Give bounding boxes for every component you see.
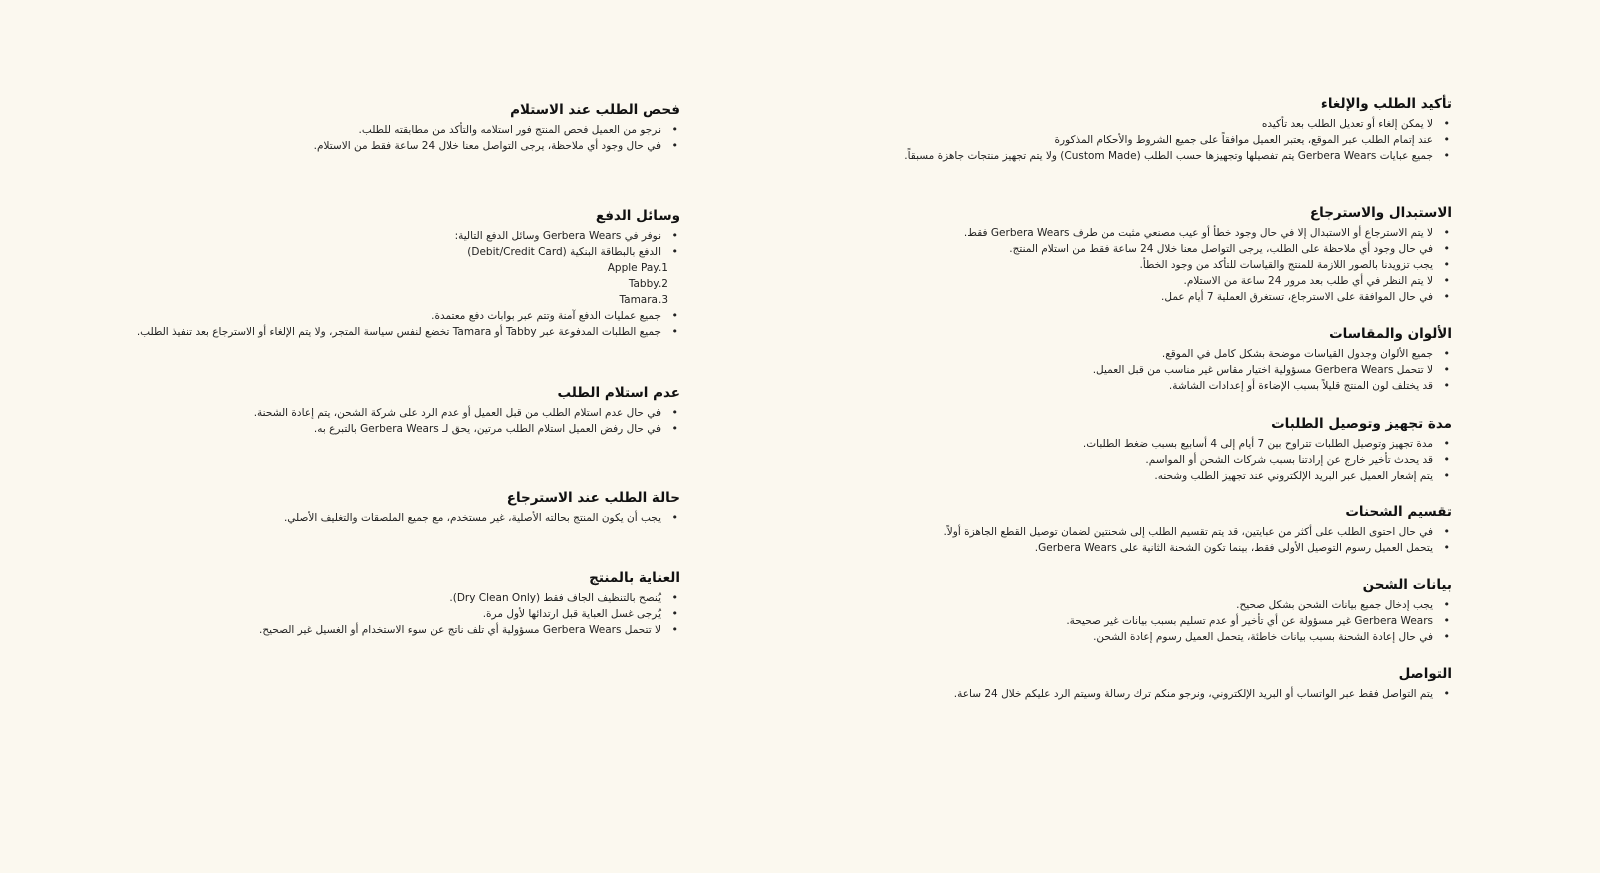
section-title: حالة الطلب عند الاسترجاع <box>506 490 680 506</box>
list-item: • في حال رفض العميل استلام الطلب مرتين، يحق لـ Gerbera Wears بالتبرع به. <box>100 421 680 437</box>
section-contact <box>792 664 1452 702</box>
list-item: • في حال وجود أي ملاحظة، يرجى التواصل معنا خلال 24 ساعة فقط من الاستلام. <box>100 138 680 154</box>
list-item: • مدة تجهيز وتوصيل الطلبات تتراوح بين 7 أيام إلى 4 أسابيع بسبب ضغط الطلبات. <box>792 436 1452 452</box>
list-item: • عند إتمام الطلب عبر الموقع، يعتبر العميل موافقاً على جميع الشروط والأحكام المذكورة <box>792 132 1452 148</box>
section-list <box>100 510 680 526</box>
section-list <box>792 346 1452 394</box>
policy-column-right <box>792 0 1452 873</box>
section-list <box>100 122 680 154</box>
list-item: • يجب تزويدنا بالصور اللازمة للمنتج والقياسات للتأكد من وجود الخطأ. <box>792 257 1452 273</box>
payment-method-apple-pay: Apple Pay.1 <box>607 262 668 274</box>
list-item: • جميع عمليات الدفع آمنة وتتم عبر بوابات دفع معتمدة. <box>100 308 680 324</box>
payment-method-tabby: Tabby.2 <box>628 278 668 290</box>
section-product-care <box>100 568 680 638</box>
list-item: • يُرجى غسل العباية قبل ارتدائها لأول مرة. <box>100 606 680 622</box>
section-title: بيانات الشحن <box>1362 577 1452 593</box>
list-item: • يجب أن يكون المنتج بحالته الأصلية، غير مستخدم، مع جميع الملصقات والتغليف الأصلي. <box>100 510 680 526</box>
list-item: • لا تتحمل Gerbera Wears مسؤولية أي تلف ناتج عن سوء الاستخدام أو الغسيل غير الصحيح. <box>100 622 680 638</box>
section-list <box>100 590 680 638</box>
section-title: تأكيد الطلب والإلغاء <box>1320 96 1452 112</box>
list-item: • الدفع بالبطاقة البنكية (Debit/Credit Card) <box>100 244 680 260</box>
payment-method-tamara: Tamara.3 <box>619 294 668 306</box>
list-item: • في حال احتوى الطلب على أكثر من عبايتين، قد يتم تقسيم الطلب إلى شحنتين لضمان توصيل القطع الجاهزة أولاً. <box>792 524 1452 540</box>
section-non-receipt <box>100 383 680 437</box>
list-item: • لا يمكن إلغاء أو تعديل الطلب بعد تأكيده <box>792 116 1452 132</box>
list-item: • نوفر في Gerbera Wears وسائل الدفع التالية: <box>100 228 680 244</box>
list-item: • جميع الطلبات المدفوعة عبر Tabby أو Tamara تخضع لنفس سياسة المتجر، ولا يتم الإلغاء أو الاسترجاع بعد تنفيذ الطلب. <box>100 324 680 340</box>
section-list <box>100 405 680 437</box>
section-exchange-return <box>792 203 1452 305</box>
section-list <box>100 228 680 340</box>
section-list <box>792 597 1452 645</box>
list-item: • جميع عبايات Gerbera Wears يتم تفصيلها وتجهيزها حسب الطلب (Custom Made) ولا يتم تجهيز منتجات جاهزة مسبقاً. <box>792 148 1452 164</box>
section-title: وسائل الدفع <box>595 208 680 224</box>
section-title: مدة تجهيز وتوصيل الطلبات <box>1271 416 1452 432</box>
section-title: عدم استلام الطلب <box>557 385 680 401</box>
section-payment <box>100 206 680 340</box>
list-item: • يتحمل العميل رسوم التوصيل الأولى فقط، بينما تكون الشحنة الثانية على Gerbera Wears. <box>792 540 1452 556</box>
section-list <box>792 436 1452 484</box>
list-item: • جميع الألوان وجدول القياسات موضحة بشكل كامل في الموقع. <box>792 346 1452 362</box>
section-title: تقسيم الشحنات <box>1345 504 1452 520</box>
section-return-condition <box>100 488 680 526</box>
section-title: التواصل <box>1398 666 1452 682</box>
section-inspection <box>100 100 680 154</box>
section-list <box>792 524 1452 556</box>
section-title: العناية بالمنتج <box>589 570 680 586</box>
section-delivery-time <box>792 414 1452 484</box>
list-item: • في حال وجود أي ملاحظة على الطلب، يرجى التواصل معنا خلال 24 ساعة فقط من استلام المنتج. <box>792 241 1452 257</box>
list-item: • في حال عدم استلام الطلب من قبل العميل أو عدم الرد على شركة الشحن، يتم إعادة الشحنة. <box>100 405 680 421</box>
list-item: • يجب إدخال جميع بيانات الشحن بشكل صحيح. <box>792 597 1452 613</box>
list-item: • في حال الموافقة على الاسترجاع، تستغرق العملية 7 أيام عمل. <box>792 289 1452 305</box>
section-title: الاستبدال والاسترجاع <box>1309 205 1452 221</box>
section-title: الألوان والمقاسات <box>1329 326 1452 342</box>
section-shipping-data <box>792 575 1452 645</box>
list-item: • يُنصح بالتنظيف الجاف فقط (Dry Clean Only). <box>100 590 680 606</box>
list-item: • Gerbera Wears غير مسؤولة عن أي تأخير أو عدم تسليم بسبب بيانات غير صحيحة. <box>792 613 1452 629</box>
list-item: • يتم التواصل فقط عبر الواتساب أو البريد الإلكتروني، ونرجو منكم ترك رسالة وسيتم الرد عليكم خلال 24 ساعة. <box>792 686 1452 702</box>
list-item: • لا يتم النظر في أي طلب بعد مرور 24 ساعة من الاستلام. <box>792 273 1452 289</box>
policy-column-left <box>100 0 680 873</box>
list-item: • في حال إعادة الشحنة بسبب بيانات خاطئة، يتحمل العميل رسوم إعادة الشحن. <box>792 629 1452 645</box>
list-item: • يتم إشعار العميل عبر البريد الإلكتروني عند تجهيز الطلب وشحنه. <box>792 468 1452 484</box>
list-item: • نرجو من العميل فحص المنتج فور استلامه والتأكد من مطابقته للطلب. <box>100 122 680 138</box>
section-list <box>792 116 1452 164</box>
list-item: • قد يحدث تأخير خارج عن إرادتنا بسبب شركات الشحن أو المواسم. <box>792 452 1452 468</box>
section-order-confirmation <box>792 94 1452 164</box>
list-item: • قد يختلف لون المنتج قليلاً بسبب الإضاءة أو إعدادات الشاشة. <box>792 378 1452 394</box>
list-item: • لا يتم الاسترجاع أو الاستبدال إلا في حال وجود خطأ أو عيب مصنعي مثبت من طرف Gerbera Wears فقط. <box>792 225 1452 241</box>
section-shipment-split <box>792 502 1452 556</box>
list-item: • لا تتحمل Gerbera Wears مسؤولية اختيار مقاس غير مناسب من قبل العميل. <box>792 362 1452 378</box>
section-list <box>792 686 1452 702</box>
section-colors-sizes <box>792 324 1452 394</box>
section-list <box>792 225 1452 305</box>
section-title: فحص الطلب عند الاستلام <box>510 102 680 118</box>
